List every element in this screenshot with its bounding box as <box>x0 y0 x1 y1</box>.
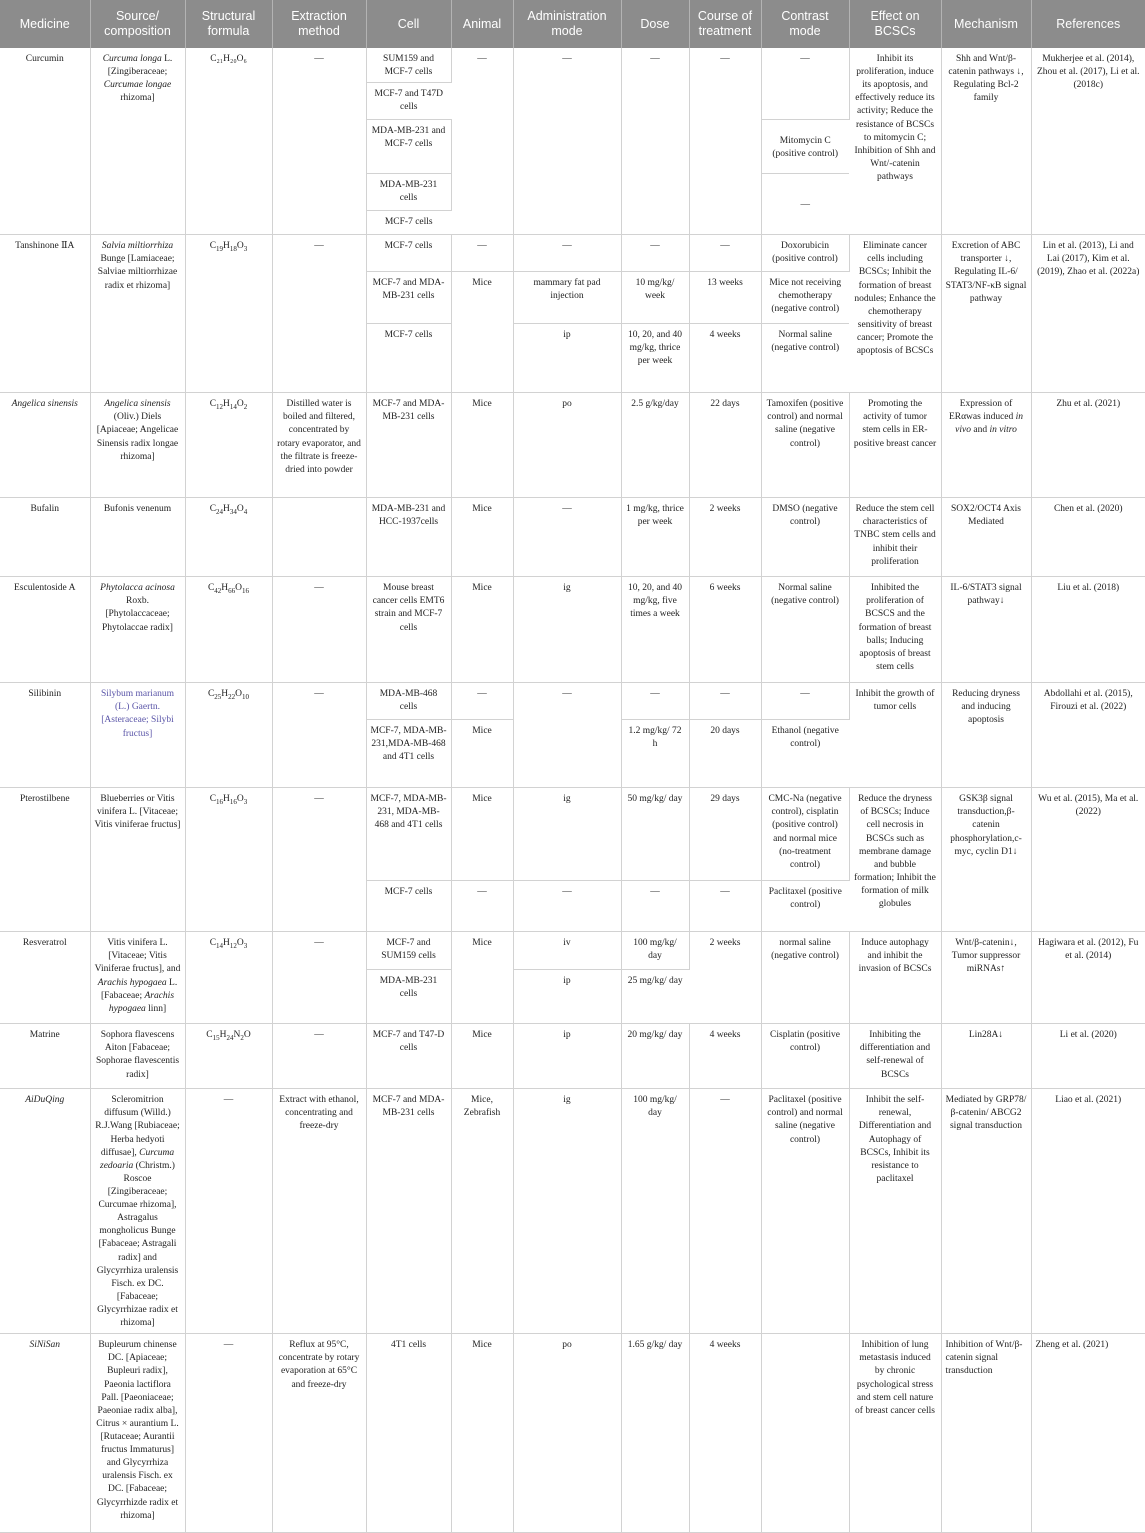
source-cell: Blueberries or Vitis vinifera L. [Vitaceae; Vitis viniferae fructus] <box>90 788 185 932</box>
extraction-cell: — <box>272 1024 366 1089</box>
animal-cell: — <box>451 683 513 720</box>
mechanism-cell: Shh and Wnt/β-catenin pathways ↓, Regulating Bcl-2 family <box>941 48 1031 235</box>
medicine-cell: Bufalin <box>0 498 90 577</box>
source-cell: Angelica sinensis (Oliv.) Diels [Apiaceae; Angelicae Sinensis radix longae rhizoma] <box>90 393 185 498</box>
extraction-cell: — <box>272 932 366 1024</box>
extraction-cell: — <box>272 577 366 683</box>
course-cell: 4 weeks <box>689 1334 761 1533</box>
effect-cell: Eliminate cancer cells including BCSCs; Inhibit the formation of breast nodules; Enhance the chemotherapy sensitivity of breast cancer; Promote the apoptosis of BCSCs <box>849 235 941 393</box>
contrast-cell: Mice not receiving chemotherapy (negative control) <box>761 272 849 324</box>
medicine-cell: Curcumin <box>0 48 90 235</box>
effect-cell: Reduce the stem cell characteristics of TNBC stem cells and inhibit their proliferation <box>849 498 941 577</box>
cell-line-cell: MCF-7 and T47-D cells <box>366 1024 451 1089</box>
header-source: Source/ composition <box>90 0 185 48</box>
medicine-cell: Esculentoside A <box>0 577 90 683</box>
admin-cell: po <box>513 1334 621 1533</box>
contrast-cell: — <box>761 174 849 235</box>
table-row <box>0 1024 1145 1089</box>
contrast-cell: normal saline (negative control) <box>761 932 849 1024</box>
table-row <box>0 577 1145 683</box>
extraction-cell: — <box>272 788 366 932</box>
medicine-cell: Tanshinone ⅡA <box>0 235 90 393</box>
contrast-cell: Paclitaxel (positive control) and normal saline (negative control) <box>761 1089 849 1334</box>
admin-cell: ig <box>513 788 621 881</box>
medicine-cell: SiNiSan <box>0 1334 90 1533</box>
header-effect: Effect on BCSCs <box>849 0 941 48</box>
header-cell: Cell <box>366 0 451 48</box>
contrast-cell: Tamoxifen (positive control) and normal saline (negative control) <box>761 393 849 498</box>
course-cell: 6 weeks <box>689 577 761 683</box>
cell-line-cell: MCF-7 and T47D cells <box>366 83 451 120</box>
header-animal: Animal <box>451 0 513 48</box>
formula-cell: $C_{14}H_{12}O_3$ <box>185 932 272 1024</box>
contrast-cell: CMC-Na (negative control), cisplatin (positive control) and normal mice (no-treatment control) <box>761 788 849 881</box>
table-row <box>0 235 1145 272</box>
header-mechanism: Mechanism <box>941 0 1031 48</box>
admin-cell: mammary fat pad injection <box>513 272 621 324</box>
table-row <box>0 932 1145 970</box>
formula-cell: — <box>185 1089 272 1334</box>
cell-line-cell: 4T1 cells <box>366 1334 451 1533</box>
medicine-cell: Angelica sinensis <box>0 393 90 498</box>
animal-cell: Mice <box>451 932 513 1024</box>
mechanism-cell: Lin28A↓ <box>941 1024 1031 1089</box>
extraction-cell: — <box>272 683 366 788</box>
animal-cell: Mice <box>451 1024 513 1089</box>
effect-cell: Inhibited the proliferation of BCSCS and the formation of breast balls; Inducing apoptosis of breast stem cells <box>849 577 941 683</box>
admin-cell: ip <box>513 970 621 1024</box>
formula-cell: $C_{16}H_{16}O_3$ <box>185 788 272 932</box>
header-dose: Dose <box>621 0 689 48</box>
admin-cell: ig <box>513 577 621 683</box>
dose-cell: 1.65 g/kg/ day <box>621 1334 689 1533</box>
course-cell: 4 weeks <box>689 324 761 393</box>
source-cell: Bufonis venenum <box>90 498 185 577</box>
admin-cell: — <box>513 235 621 272</box>
dose-cell: 100 mg/kg/ day <box>621 1089 689 1334</box>
source-cell: Bupleurum chinense DC. [Apiaceae; Bupleuri radix], Paeonia lactiflora Pall. [Paeoniaceae; Paeoniae radix alba], Citrus × aurantium L. [Rutaceae; Aurantii fructus Immaturus] and Glycyrrhiza uralensis Fisch. ex DC. [Fabaceae; Glycyrrhizde radix et rhizoma] <box>90 1334 185 1533</box>
animal-cell: — <box>451 48 513 235</box>
formula-cell: C₂₁H₂₀O₆ <box>185 48 272 235</box>
cell-line-cell: MCF-7 and SUM159 cells <box>366 932 451 970</box>
references-cell: Chen et al. (2020) <box>1031 498 1145 577</box>
dose-cell: 10 mg/kg/ week <box>621 272 689 324</box>
extraction-cell <box>272 498 366 577</box>
cell-line-cell: MCF-7, MDA-MB-231, MDA-MB-468 and 4T1 cells <box>366 788 451 881</box>
source-cell: Vitis vinifera L. [Vitaceae; Vitis Viniferae fructus], and Arachis hypogaea L. [Fabaceae; Arachis hypogaea linn] <box>90 932 185 1024</box>
mechanism-cell: Mediated by GRP78/ β-catenin/ ABCG2 signal transduction <box>941 1089 1031 1334</box>
contrast-cell <box>761 1334 849 1533</box>
references-cell: Zheng et al. (2021) <box>1031 1334 1145 1533</box>
effect-cell: Inhibit the growth of tumor cells <box>849 683 941 788</box>
animal-cell: Mice <box>451 788 513 881</box>
course-cell: 4 weeks <box>689 1024 761 1089</box>
header-formula: Structural formula <box>185 0 272 48</box>
extraction-cell: Reflux at 95°C, concentrate by rotary evaporation at 65°C and freeze-dry <box>272 1334 366 1533</box>
source-cell: Silybum marianum (L.) Gaertn. [Asteraceae; Silybi fructus] <box>90 683 185 788</box>
source-cell: Phytolacca acinosa Roxb. [Phytolaccaceae; Phytolaccae radix] <box>90 577 185 683</box>
effect-cell: Inhibit its proliferation, induce its apoptosis, and effectively reduce its activity; Reduce the resistance of BCSCs to mitomycin C; Inhibition of Shh and Wnt/-catenin pathways <box>849 48 941 235</box>
course-cell: — <box>689 1089 761 1334</box>
formula-cell: $C_{19}H_{18}O_3$ <box>185 235 272 393</box>
references-cell: Li et al. (2020) <box>1031 1024 1145 1089</box>
dose-cell: — <box>621 881 689 932</box>
dose-cell: 25 mg/kg/ day <box>621 970 689 1024</box>
animal-cell: Mice <box>451 720 513 788</box>
course-cell: — <box>689 683 761 720</box>
mechanism-cell: GSK3β signal transduction,β-catenin phosphorylation,c-myc, cyclin D1↓ <box>941 788 1031 932</box>
cell-line-cell: MDA-MB-231 and MCF-7 cells <box>366 120 451 174</box>
header-contrast: Contrast mode <box>761 0 849 48</box>
references-cell: Zhu et al. (2021) <box>1031 393 1145 498</box>
cell-line-cell: MCF-7, MDA-MB-231,MDA-MB-468 and 4T1 cells <box>366 720 451 788</box>
references-cell: Lin et al. (2013), Li and Lai (2017), Kim et al. (2019), Zhao et al. (2022a) <box>1031 235 1145 393</box>
dose-cell: 10, 20, and 40 mg/kg, five times a week <box>621 577 689 683</box>
cell-line-cell: Mouse breast cancer cells EMT6 strain and MCF-7 cells <box>366 577 451 683</box>
table-row <box>0 788 1145 881</box>
table-row <box>0 498 1145 577</box>
contrast-cell: Normal saline (negative control) <box>761 324 849 393</box>
effect-cell: Promoting the activity of tumor stem cells in ER-positive breast cancer <box>849 393 941 498</box>
cell-line-cell: MCF-7 and MDA-MB-231 cells <box>366 393 451 498</box>
references-cell: Abdollahi et al. (2015), Firouzi et al. (2022) <box>1031 683 1145 788</box>
contrast-cell: — <box>761 683 849 720</box>
contrast-cell: Doxorubicin (positive control) <box>761 235 849 272</box>
mechanism-cell: Inhibition of Wnt/β-catenin signal transduction <box>941 1334 1031 1533</box>
contrast-cell: — <box>761 48 849 120</box>
cell-line-cell: MDA-MB-231 cells <box>366 174 451 211</box>
formula-cell: — <box>185 1334 272 1533</box>
table-row <box>0 393 1145 498</box>
mechanism-cell: Excretion of ABC transporter ↓, Regulating IL-6/ STAT3/NF-κB signal pathway <box>941 235 1031 393</box>
admin-cell: — <box>513 881 621 932</box>
course-cell: 22 days <box>689 393 761 498</box>
animal-cell: Mice <box>451 272 513 393</box>
admin-cell: — <box>513 683 621 788</box>
header-extraction: Extraction method <box>272 0 366 48</box>
table-row <box>0 1089 1145 1334</box>
header-medicine: Medicine <box>0 0 90 48</box>
table-row <box>0 48 1145 83</box>
extraction-cell: — <box>272 235 366 393</box>
source-cell: Scleromitrion diffusum (Willd.) R.J.Wang [Rubiaceae; Herba hedyoti diffusae], Curcuma zedoaria (Christm.) Roscoe [Zingiberaceae; Curcumae rhizoma], Astragalus mongholicus Bunge [Fabaceae; Astragali radix] and Glycyrrhiza uralensis Fisch. ex DC. [Fabaceae; Glycyrrhizae radix et rhizoma] <box>90 1089 185 1334</box>
effect-cell: Inhibiting the differentiation and self-renewal of BCSCs <box>849 1024 941 1089</box>
admin-cell: ig <box>513 1089 621 1334</box>
mechanism-cell: SOX2/OCT4 Axis Mediated <box>941 498 1031 577</box>
contrast-cell: Cisplatin (positive control) <box>761 1024 849 1089</box>
animal-cell: Mice <box>451 393 513 498</box>
contrast-cell: Ethanol (negative control) <box>761 720 849 788</box>
medicine-cell: Resveratrol <box>0 932 90 1024</box>
cell-line-cell: MDA-MB-231 and HCC-1937cells <box>366 498 451 577</box>
extraction-cell: — <box>272 48 366 235</box>
course-cell: 13 weeks <box>689 272 761 324</box>
contrast-cell: Paclitaxel (positive control) <box>761 881 849 932</box>
dose-cell: — <box>621 235 689 272</box>
animal-cell: Mice, Zebrafish <box>451 1089 513 1334</box>
mechanism-cell: IL-6/STAT3 signal pathway↓ <box>941 577 1031 683</box>
contrast-cell: Normal saline (negative control) <box>761 577 849 683</box>
mechanism-cell: Wnt/β-catenin↓, Tumor suppressor miRNAs↑ <box>941 932 1031 1024</box>
extraction-cell: Distilled water is boiled and filtered, concentrated by rotary evaporator, and the filtrate is freeze-dried into powder <box>272 393 366 498</box>
header-row <box>0 0 1145 48</box>
cell-line-cell: MCF-7 cells <box>366 324 451 393</box>
admin-cell: — <box>513 498 621 577</box>
medicine-cell: Matrine <box>0 1024 90 1089</box>
medicine-cell: AiDuQing <box>0 1089 90 1334</box>
formula-cell: $C_{42}H_{66}O_{16}$ <box>185 577 272 683</box>
formula-cell: $C_{24}H_{34}O_4$ <box>185 498 272 577</box>
effect-cell: Inhibition of lung metastasis induced by chronic psychological stress and stem cell nature of breast cancer cells <box>849 1334 941 1533</box>
medicine-cell: Pterostilbene <box>0 788 90 932</box>
dose-cell: 20 mg/kg/ day <box>621 1024 689 1089</box>
animal-cell: Mice <box>451 498 513 577</box>
course-cell: — <box>689 48 761 235</box>
medicine-cell: Silibinin <box>0 683 90 788</box>
effect-cell: Reduce the dryness of BCSCs; Induce cell necrosis in BCSCs such as membrane damage and bubble formation; Inhibit the formation of milk globules <box>849 788 941 932</box>
cell-line-cell: MCF-7 and MDA-MB-231 cells <box>366 272 451 324</box>
source-cell: Curcuma longa L. [Zingiberaceae; Curcumae longae rhizoma] <box>90 48 185 235</box>
dose-cell: 10, 20, and 40 mg/kg, thrice per week <box>621 324 689 393</box>
dose-cell: 2.5 g/kg/day <box>621 393 689 498</box>
table-row <box>0 683 1145 720</box>
animal-cell: — <box>451 881 513 932</box>
references-cell: Liao et al. (2021) <box>1031 1089 1145 1334</box>
cell-line-cell: MDA-MB-468 cells <box>366 683 451 720</box>
course-cell: — <box>689 881 761 932</box>
source-cell: Salvia miltiorrhiza Bunge [Lamiaceae; Salviae miltiorrhizae radix et rhizoma] <box>90 235 185 393</box>
formula-cell: $C_{15}H_{24}N_2O$ <box>185 1024 272 1089</box>
cell-line-cell: MDA-MB-231 cells <box>366 970 451 1024</box>
course-cell: — <box>689 235 761 272</box>
course-cell: 2 weeks <box>689 932 761 1024</box>
admin-cell: iv <box>513 932 621 970</box>
admin-cell: — <box>513 48 621 235</box>
header-course: Course of treatment <box>689 0 761 48</box>
cell-line-cell: MCF-7 cells <box>366 881 451 932</box>
effect-cell: Induce autophagy and inhibit the invasion of BCSCs <box>849 932 941 1024</box>
header-administration: Administration mode <box>513 0 621 48</box>
mechanism-cell: Expression of ERαwas induced in vivo and in vitro <box>941 393 1031 498</box>
dose-cell: 50 mg/kg/ day <box>621 788 689 881</box>
source-cell: Sophora flavescens Aiton [Fabaceae; Sophorae flavescentis radix] <box>90 1024 185 1089</box>
dose-cell: 1 mg/kg, thrice per week <box>621 498 689 577</box>
formula-cell: $C_{25}H_{22}O_{10}$ <box>185 683 272 788</box>
cell-line-cell: SUM159 and MCF-7 cells <box>366 48 451 83</box>
course-cell: 20 days <box>689 720 761 788</box>
course-cell: 2 weeks <box>689 498 761 577</box>
effect-cell: Inhibit the self-renewal, Differentiation and Autophagy of BCSCs, Inhibit its resistance to paclitaxel <box>849 1089 941 1334</box>
references-cell: Liu et al. (2018) <box>1031 577 1145 683</box>
course-cell: 29 days <box>689 788 761 881</box>
cell-line-cell: MCF-7 cells <box>366 235 451 272</box>
references-cell: Mukherjee et al. (2014), Zhou et al. (2017), Li et al. (2018c) <box>1031 48 1145 235</box>
table-row <box>0 1334 1145 1533</box>
animal-cell: Mice <box>451 1334 513 1533</box>
admin-cell: ip <box>513 324 621 393</box>
admin-cell: ip <box>513 1024 621 1089</box>
dose-cell: — <box>621 48 689 235</box>
animal-cell: — <box>451 235 513 272</box>
contrast-cell: Mitomycin C (positive control) <box>761 120 849 174</box>
admin-cell: po <box>513 393 621 498</box>
animal-cell: Mice <box>451 577 513 683</box>
references-cell: Wu et al. (2015), Ma et al. (2022) <box>1031 788 1145 932</box>
extraction-cell: Extract with ethanol, concentrating and freeze-dry <box>272 1089 366 1334</box>
cell-line-cell: MCF-7 cells <box>366 211 451 235</box>
cell-line-cell: MCF-7 and MDA-MB-231 cells <box>366 1089 451 1334</box>
header-references: References <box>1031 0 1145 48</box>
references-cell: Hagiwara et al. (2012), Fu et al. (2014) <box>1031 932 1145 1024</box>
dose-cell: 100 mg/kg/ day <box>621 932 689 970</box>
contrast-cell: DMSO (negative control) <box>761 498 849 577</box>
formula-cell: $C_{12}H_{14}O_2$ <box>185 393 272 498</box>
dose-cell: 1.2 mg/kg/ 72 h <box>621 720 689 788</box>
dose-cell: — <box>621 683 689 720</box>
mechanism-cell: Reducing dryness and inducing apoptosis <box>941 683 1031 788</box>
